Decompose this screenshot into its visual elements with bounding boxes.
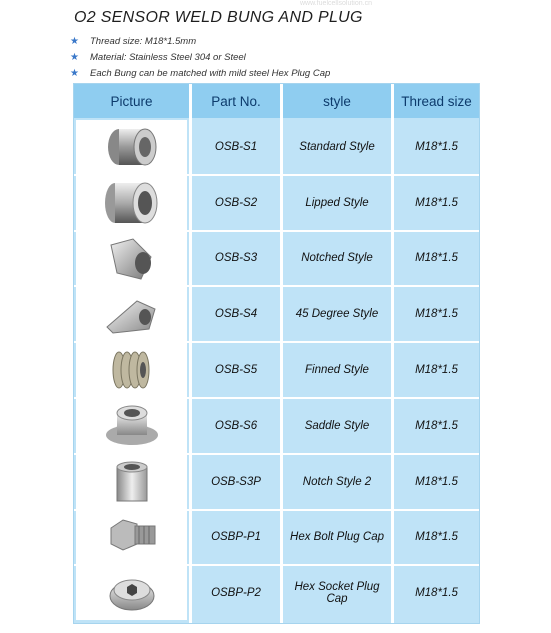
table-header (74, 84, 479, 118)
style-cell: Standard Style (299, 140, 375, 153)
thread-size-cell: M18*1.5 (415, 140, 458, 153)
thread-size-cell: M18*1.5 (415, 252, 458, 265)
hex-bolt-plug-icon (76, 511, 187, 565)
feature-thread-size (70, 33, 330, 49)
thread-size-cell: M18*1.5 (415, 531, 458, 544)
notched-bung-icon (76, 232, 187, 286)
part-number-cell: OSB-S5 (214, 364, 258, 377)
hex-socket-plug-icon (76, 566, 187, 620)
header-style: style (323, 93, 351, 109)
header-picture: Picture (110, 93, 153, 109)
thread-size-cell: M18*1.5 (415, 475, 458, 488)
product-table (73, 83, 480, 624)
thread-size-cell: M18*1.5 (415, 364, 458, 377)
finned-bung-icon (76, 343, 187, 397)
thread-size-cell: M18*1.5 (415, 419, 458, 432)
feature-text: Each Bung can be matched with mild steel Hex Plug Cap (90, 67, 331, 79)
feature-text: Thread size: M18*1.5mm (90, 35, 197, 47)
notch-bung-2-icon (76, 455, 187, 509)
page-title: O2 SENSOR WELD BUNG AND PLUG (74, 9, 363, 26)
saddle-bung-icon (76, 399, 187, 453)
column-divider (391, 84, 394, 623)
thread-size-cell: M18*1.5 (415, 196, 458, 209)
feature-plug-cap (70, 65, 330, 81)
header-part-no: Part No. (211, 93, 261, 109)
column-divider (280, 84, 283, 623)
45-degree-bung-icon (76, 287, 187, 341)
star-icon: ★ (70, 67, 79, 79)
style-cell: Saddle Style (304, 419, 370, 432)
feature-material (70, 49, 330, 65)
part-number-cell: OSB-S2 (214, 196, 258, 209)
header-thread-size: Thread size (401, 93, 472, 109)
style-cell: Hex Bolt Plug Cap (290, 531, 384, 544)
column-divider (189, 84, 192, 623)
part-number-cell: OSB-S6 (214, 419, 258, 432)
star-icon: ★ (70, 51, 79, 63)
feature-list (70, 33, 330, 81)
feature-text: Material: Stainless Steel 304 or Steel (90, 51, 246, 63)
thread-size-cell: M18*1.5 (415, 587, 458, 600)
style-cell: Lipped Style (305, 196, 369, 209)
style-cell: Notched Style (301, 252, 373, 265)
part-number-cell: OSB-S1 (214, 140, 258, 153)
style-cell: 45 Degree Style (295, 308, 379, 321)
part-number-cell: OSBP-P1 (211, 531, 261, 544)
part-number-cell: OSB-S3 (214, 252, 258, 265)
thread-size-cell: M18*1.5 (415, 308, 458, 321)
style-cell: Finned Style (305, 364, 369, 377)
watermark: www.fuelcellsolution.cn (300, 0, 372, 7)
star-icon: ★ (70, 35, 79, 47)
part-number-cell: OSBP-P2 (211, 587, 261, 600)
part-number-cell: OSB-S4 (214, 308, 258, 321)
lipped-bung-icon (76, 176, 187, 230)
part-number-cell: OSB-S3P (211, 475, 261, 488)
standard-bung-icon (76, 120, 187, 174)
style-cell: Hex Socket Plug Cap (294, 581, 380, 606)
style-cell: Notch Style 2 (302, 475, 372, 488)
